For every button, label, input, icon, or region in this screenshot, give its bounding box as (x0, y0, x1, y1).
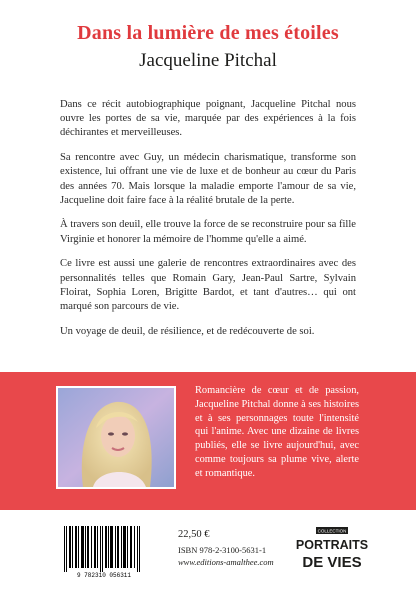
blurb-paragraph: Un voyage de deuil, de résilience, et de redécouverte de soi. (60, 325, 315, 337)
blurb-paragraph: Sa rencontre avec Guy, un médecin charismatique, transforme son existence, lui offrant une vie de luxe et de bonheur au cœur du Paris des années 70. Mais lorsque la maladie emporte l'amour de sa vie, Jacqueline doit faire face à la réalité brutale de la perte. (60, 152, 356, 206)
logo-line-1: PORTRAITS (295, 538, 369, 552)
logo-line-2: DE VIES (302, 554, 362, 571)
author-bio: Romancière de cœur et de passion, Jacqueline Pitchal donne à ses histoires et à ses personnages toute l'intensité qui l'anime. Avec une dizaine de livres publiés, elle se livre aujourd'hui, avec comme toujours sa plume vive, alerte et romantique. (195, 385, 359, 479)
book-author: Jacqueline Pitchal (139, 50, 277, 71)
publisher-website: www.editions-amalthee.com (178, 557, 274, 567)
author-photo (56, 386, 176, 489)
book-isbn: ISBN 978-2-3100-5631-1 (178, 545, 267, 555)
barcode-number: 9 782310 056311 (76, 572, 131, 579)
author-portrait-illustration (58, 388, 174, 487)
book-blurb (60, 98, 356, 349)
book-price: 22,50 € (178, 529, 210, 540)
blurb-paragraph: À travers son deuil, elle trouve la force de se reconstruire pour sa fille Virginie et honorer la mémoire de l'homme qu'elle a aimé. (60, 219, 356, 245)
collection-logo (295, 527, 369, 575)
blurb-paragraph: Dans ce récit autobiographique poignant, Jacqueline Pitchal nous ouvre les portes de sa vie, marquée par des expériences à la fois déchirantes et merveilleuses. (60, 99, 356, 139)
book-title: Dans la lumière de mes étoiles (77, 22, 339, 44)
barcode (60, 524, 148, 574)
blurb-paragraph: Ce livre est aussi une galerie de rencontres extraordinaires avec des personnalités telles que Romain Gary, Jean-Paul Sartre, Sylvain Floirat, Sophia Loren, Brigitte Bardot, et tant d'autres… qui ont marqué son parcours de vie. (60, 258, 356, 312)
logo-small-text: COLLECTION (317, 528, 347, 534)
